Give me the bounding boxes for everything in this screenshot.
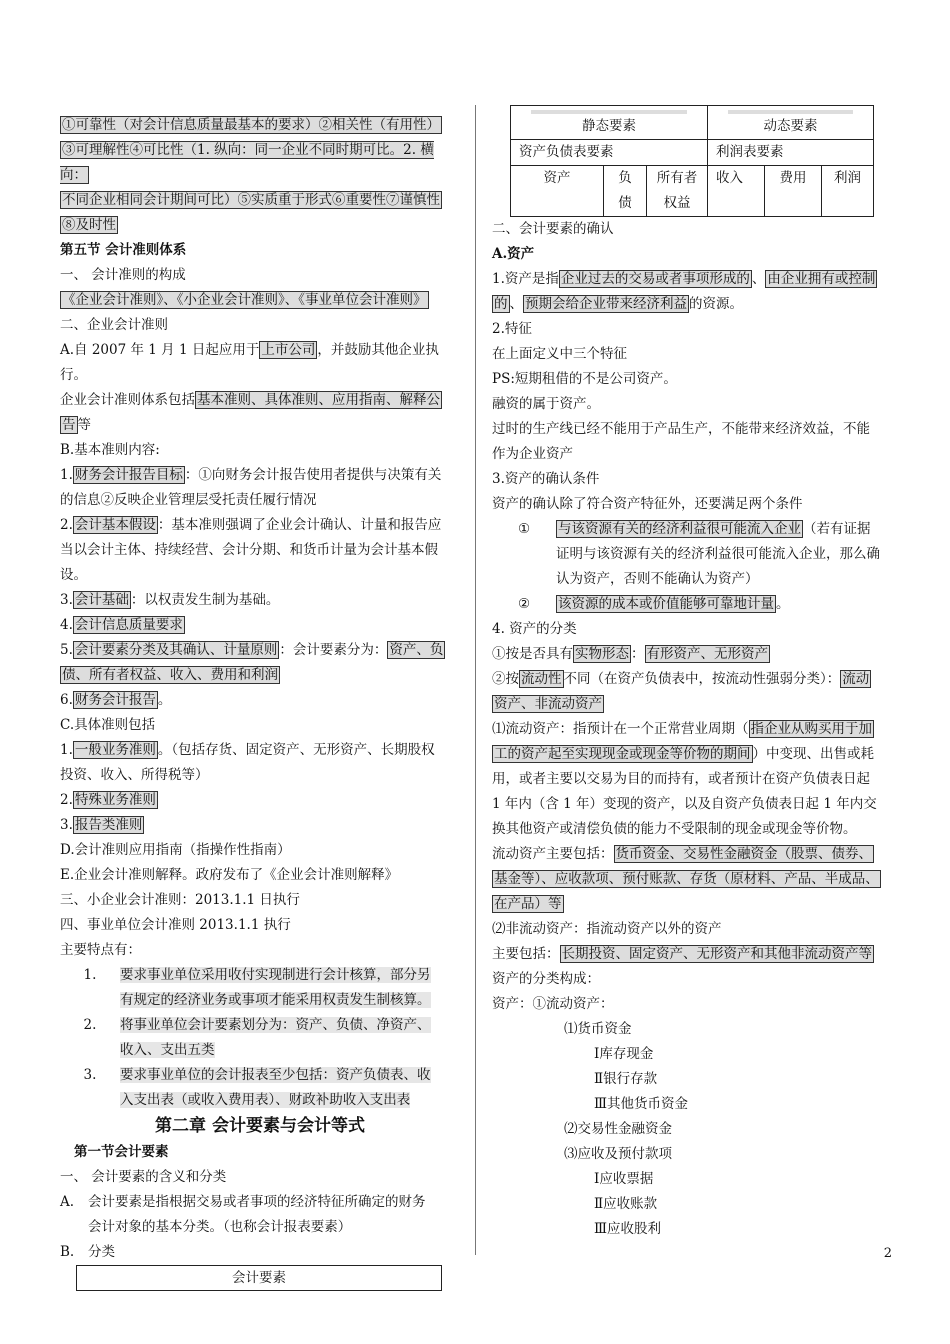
left-column (60, 113, 460, 1291)
structure-root: 资产：①流动资产： (492, 996, 614, 1012)
note-obsolete: 过时的生产线已经不能用于产品生产，不能带来经济效益，不能 (492, 421, 870, 437)
table-equity: 所有者 权益 (647, 166, 708, 217)
current-asset-items: 流动资产主要包括： 货币资金、交易性金融资金（股票、债券、 (492, 846, 872, 862)
para-b1: 1. 财务会计报告目标 ：①向财务会计报告使用者提供与决策有关 (60, 467, 442, 483)
table-profit: 利润 (822, 166, 874, 217)
para-a1: A.自 2007 年 1 月 1 日起应用于 上市公司 ，并鼓励其他企业执行。 (60, 342, 439, 383)
heading-asset: A.资产 (492, 246, 535, 262)
para-a2: 企业会计准则体系包括 基本准则、具体准则、应用指南、解释公 (60, 392, 440, 408)
chapter-title: 第二章 会计要素与会计等式 (155, 1116, 365, 1136)
item-a: A. 会计要素是指根据交易或者事项的经济特征所确定的财务 会计对象的基本分类。（也称会计报表要素） (60, 1194, 426, 1235)
heading-2: 二、企业会计准则 (60, 317, 168, 333)
condition-1: ① 与该资源有关的经济利益很可能流入企业 （若有证据 证明与该资源有关的经济利益很可能流入企业，那么确 认为资产，否则不能确认为资产） (517, 521, 880, 587)
para-c: C.具体准则包括 (60, 717, 156, 733)
tree-cash: ⑴货币资金 (564, 1021, 632, 1037)
para-e: E.企业会计准则解释。政府发布了《企业会计准则解释》 (60, 867, 399, 883)
tree-receivables-3: Ⅲ应收股利 (594, 1221, 662, 1237)
heading-r2: 二、会计要素的确认 (492, 221, 614, 237)
para-c1-cont: 投资、收入、所得税等） (60, 767, 209, 783)
page-number: 2 (883, 1246, 892, 1261)
para-b6: 6. 财务会计报告 。 (60, 692, 172, 708)
feature-item-2: 2. 将事业单位会计要素划分为：资产、负债、净资产、 收入、支出五类 (83, 1017, 431, 1058)
tree-receivables: ⑶应收及预付款项 (564, 1146, 672, 1162)
para-b2-cont: 当以会计主体、持续经营、会计分期、和货币计量为会计基本假 (60, 542, 438, 558)
tree-cash-1: Ⅰ库存现金 (594, 1046, 654, 1062)
current-asset-def-4: 1 年内（含 1 年）变现的资产，以及自资产负债表日起 1 年内交 (492, 796, 877, 812)
class-liquidity-cont: 资产、非流动资产 (494, 696, 602, 712)
table-dynamic-cell: 动态要素 (708, 106, 874, 140)
para-c2: 2. 特殊业务准则 (60, 792, 156, 808)
para-b1-cont: 的信息②反映企业管理层受托责任履行情况 (60, 492, 317, 508)
item-b: B. 分类 (60, 1244, 115, 1260)
elements-table (510, 105, 874, 217)
asset-def-cont: 的 、 预期会给企业带来经济利益 的资源。 (494, 296, 743, 312)
quality-line-4: ⑧及时性 (62, 217, 116, 233)
tree-receivables-1: Ⅰ应收票据 (594, 1171, 654, 1187)
class-physical: ①按是否具有 实物形态 ： 有形资产、无形资产 (492, 646, 768, 662)
heading-1: 一、 会计准则的构成 (60, 267, 186, 283)
tree-trading: ⑵交易性金融资金 (564, 1121, 672, 1137)
table-liability: 负 债 (604, 166, 647, 217)
standards-list: 《企业会计准则》、《小企业会计准则》、《事业单位会计准则》 (62, 292, 427, 308)
features-label: 主要特点有： (60, 942, 141, 958)
para-b2-cont2: 设。 (60, 567, 87, 583)
tree-cash-3: Ⅲ其他货币资金 (594, 1096, 689, 1112)
current-asset-def-2: 工的资产起至实现现金或现金等价物的期间 ）中变现、出售或耗 (494, 746, 874, 762)
noncurrent-def: ⑵非流动资产：指流动资产以外的资产 (492, 921, 722, 937)
table-bs-cell: 资产负债表要素 (511, 140, 708, 166)
section-1-heading: 第一节会计要素 (74, 1144, 169, 1160)
recognition-heading: 3.资产的确认条件 (492, 471, 600, 487)
para-b3: 3. 会计基础 ：以权责发生制为基础。 (60, 592, 280, 608)
asset-def: 1.资产是指 企业过去的交易或者事项形成的 、 由企业拥有或控制 (492, 271, 876, 287)
recognition-desc: 资产的确认除了符合资产特征外，还要满足两个条件 (492, 496, 803, 512)
features-desc: 在上面定义中三个特征 (492, 346, 627, 362)
quality-line-2: ③可理解性④可比性（1. 纵向：同一企业不同时期可比。2. 横向： (60, 142, 434, 183)
heading-4: 四、事业单位会计准则 2013.1.1 执行 (60, 917, 291, 933)
para-b4: 4. 会计信息质量要求 (60, 617, 183, 633)
tree-cash-2: Ⅱ银行存款 (594, 1071, 658, 1087)
quality-line-1: ①可靠性（对会计信息质量最基本的要求）②相关性（有用性） (62, 117, 440, 133)
para-a2-cont: 告 等 (62, 417, 91, 433)
para-d: D.会计准则应用指南（指操作性指南） (60, 842, 291, 858)
feature-item-1: 1. 要求事业单位采用收付实现制进行会计核算，部分另 有规定的经济业务或事项才能采用权责发生制核算。 (83, 967, 431, 1008)
para-b: B.基本准则内容: (60, 442, 160, 458)
column-divider (475, 105, 476, 1255)
elements-box: 会计要素 (76, 1265, 442, 1291)
table-expense: 费用 (765, 166, 822, 217)
note-finance: 融资的属于资产。 (492, 396, 600, 412)
tree-receivables-2: Ⅱ应收账款 (594, 1196, 658, 1212)
heading-3: 三、小企业会计准则：2013.1.1 日执行 (60, 892, 300, 908)
feature-item-3: 3. 要求事业单位的会计报表至少包括：资产负债表、收 入支出表（或收入费用表）、财政补助收入支出表 (83, 1067, 431, 1108)
table-is-cell: 利润表要素 (708, 140, 874, 166)
para-c3: 3. 报告类准则 (60, 817, 143, 833)
table-asset: 资产 (511, 166, 604, 217)
para-b5: 5. 会计要素分类及其确认、计量原则 ：会计要素分为： 资产、负 (60, 642, 444, 658)
table-static-cell: 静态要素 (511, 106, 708, 140)
para-c1: 1. 一般业务准则 。（包括存货、固定资产、无形资产、长期股权 (60, 742, 435, 758)
note-ps: PS:短期租借的不是公司资产。 (492, 371, 677, 387)
para-b2: 2. 会计基本假设 ：基本准则强调了企业会计确认、计量和报告应 (60, 517, 442, 533)
current-asset-def-3: 用，或者主要以交易为目的而持有，或者预计在资产负债表日起 (492, 771, 870, 787)
structure-heading: 资产的分类构成： (492, 971, 600, 987)
note-obsolete-cont: 作为企业资产 (492, 446, 573, 462)
right-column (492, 105, 892, 1242)
table-revenue: 收入 (708, 166, 765, 217)
current-asset-items-2: 基金等）、应收款项、预付账款、存货（原材料、产品、半成品、 (494, 871, 879, 887)
quality-line-3: 不同企业相同会计期间可比）⑤实质重于形式⑥重要性⑦谨慎性 (62, 192, 440, 208)
class-liquidity: ②按 流动性 不同（在资产负债表中，按流动性强弱分类）： 流动 (492, 671, 870, 687)
noncurrent-items: 主要包括： 长期投资、固定资产、无形资产和其他非流动资产等 (492, 946, 872, 962)
heading-g1: 一、 会计要素的含义和分类 (60, 1169, 227, 1185)
current-asset-items-3: 在产品）等 (494, 896, 562, 912)
features: 2.特征 (492, 321, 532, 337)
current-asset-def-5: 换其他资产或清偿负债的能力不受限制的现金或现金等价物。 (492, 821, 857, 837)
para-b5-cont: 债、所有者权益、收入、费用和利润 (62, 667, 278, 683)
section-5-heading: 第五节 会计准则体系 (60, 242, 187, 258)
current-asset-def: ⑴流动资产：指预计在一个正常营业周期（ 指企业从购买用于加 (492, 721, 872, 737)
classification-heading: 4. 资产的分类 (492, 621, 577, 637)
condition-2: ② 该资源的成本或价值能够可靠地计量 。 (517, 596, 790, 612)
